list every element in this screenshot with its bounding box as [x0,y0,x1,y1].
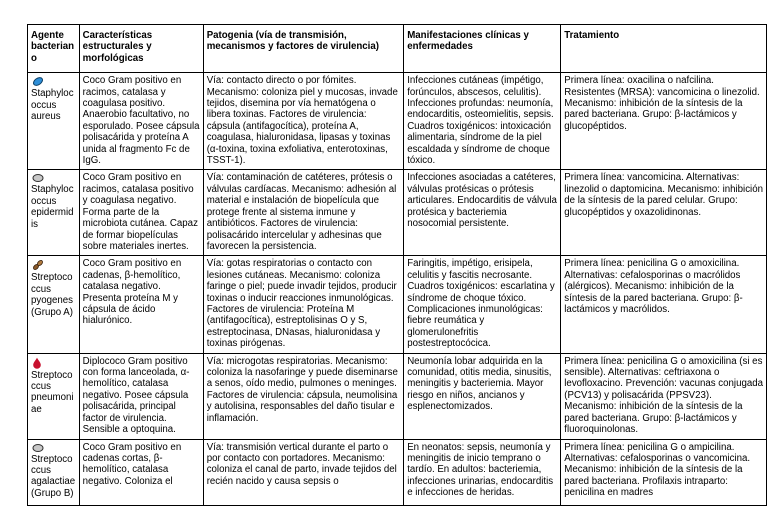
table-header-row [28,25,767,73]
morphology-cell: Diplococo Gram positivo con forma lanceolada, α-hemolítico, catalasa negativo. Posee cápsula polisacárida, principal factor de virulencia. Sensible a optoquina. [79,353,203,439]
treatment-cell: Primera línea: penicilina G o ampicilina. Alternativas: cefalosporinas o vancomicina. Mecanismo: inhibición de la síntesis de la pared bacteriana. Profilaxis intraparto: penicilina en madres [561,439,767,505]
pathogenesis-cell: Vía: contaminación de catéteres, prótesis o válvulas cardíacas. Mecanismo: adhesión al material e instalación de biopelícula que protege frente al sistema inmune y antibióticos. Factores de virulencia: polisacárido intercelular y adhesinas que favorecen la persistencia. [203,170,404,256]
pathogenesis-cell: Vía: contacto directo o por fómites. Mecanismo: coloniza piel y mucosas, invade tejidos, disemina por vía hematógena o libera toxinas. Factores de virulencia: cápsula (antifagocítica), proteína A, coagulasa, hialuronidasa, lipasas y toxinas (α-toxina, toxina exfoliativa, enterotoxinas, TSST-1). [203,73,404,170]
morphology-cell: Coco Gram positivo en cadenas cortas, β-hemolítico, catalasa negativo. Coloniza el [79,439,203,505]
treatment-cell: Primera línea: penicilina G o amoxicilina (si es sensible). Alternativas: ceftriaxona o levofloxacino. Prevención: vacunas conjugada (PCV13) y polisacárida (PPSV23). Mecanismo: inhibición de la síntesis de la pared bacteriana. Grupo: β-lactámicos y fluoroquinolonas. [561,353,767,439]
manifestations-cell: En neonatos: sepsis, neumonía y meningitis de inicio temprano o tardío. En adultos: bacteriemia, infecciones urinarias, endocarditis e infecciones de heridas. [404,439,561,505]
agent-name: Staphylococcus epidermidis [31,184,74,230]
brown-chain-bacterium-icon [32,259,44,271]
blue-capsule-bacterium-icon [32,76,44,87]
header-agent: Agente bacteriano [28,25,80,73]
table-row [28,439,767,505]
table-row [28,170,767,256]
agent-name: Staphylococcus aureus [31,88,74,123]
header-pathogenesis: Patogenia (vía de transmisión, mecanismos y factores de virulencia) [203,25,404,73]
morphology-cell: Coco Gram positivo en racimos, catalasa positivo y coagulasa negativo. Forma parte de la microbiota cutánea. Capaz de formar biopelículas sobre materiales inertes. [79,170,203,256]
agent-cell [28,256,80,353]
table-row [28,73,767,170]
treatment-cell: Primera línea: penicilina G o amoxicilina. Alternativas: cefalosporinas o macrólidos (alérgicos). Mecanismo: inhibición de la síntesis de la pared bacteriana. Grupo: β-lactámicos y macrólidos. [561,256,767,353]
agent-cell [28,170,80,256]
gray-oval-bacterium-icon [32,443,44,453]
table-row [28,353,767,439]
agent-cell [28,353,80,439]
red-drop-bacterium-icon [32,357,42,369]
agent-name: Streptococcus pneumoniae [31,369,74,415]
header-treatment: Tratamiento [561,25,767,73]
bacteria-table [27,24,767,506]
agent-cell [28,439,80,505]
table-row [28,256,767,353]
manifestations-cell: Infecciones cutáneas (impétigo, forúnculos, abscesos, celulitis). Infecciones profundas: neumonía, endocarditis, osteomielitis, sepsis. Cuadros toxigénicos: intoxicación alimentaria, síndrome de la piel escaldada y síndrome de choque tóxico. [404,73,561,170]
treatment-cell: Primera línea: vancomicina. Alternativas: linezolid o daptomicina. Mecanismo: inhibición de la síntesis de la pared celular. Grupo: glucopéptidos y oxazolidinonas. [561,170,767,256]
treatment-cell: Primera línea: oxacilina o nafcilina. Resistentes (MRSA): vancomicina o linezolid. Mecanismo: inhibición de la síntesis de la pared bacteriana. Grupo: β-lactámicos y glucopéptidos. [561,73,767,170]
agent-name: Streptococcus pyogenes (Grupo A) [31,272,74,318]
morphology-cell: Coco Gram positivo en racimos, catalasa y coagulasa positivo. Anaerobio facultativo, no esporulado. Posee cápsula polisacárida y proteína A unida al fragmento Fc de IgG. [79,73,203,170]
pathogenesis-cell: Vía: transmisión vertical durante el parto o por contacto con portadores. Mecanismo: coloniza el canal de parto, invade tejidos del recién nacido y causa sepsis o [203,439,404,505]
manifestations-cell: Neumonía lobar adquirida en la comunidad, otitis media, sinusitis, meningitis y bacteriemia. Mayor riesgo en niños, ancianos y esplenectomizados. [404,353,561,439]
pathogenesis-cell: Vía: microgotas respiratorias. Mecanismo: coloniza la nasofaringe y puede diseminarse a senos, oído medio, pulmones o meninges. Factores de virulencia: cápsula, neumolisina y autolisina, responsables del daño tisular e inflamación. [203,353,404,439]
header-manifestations: Manifestaciones clínicas y enfermedades [404,25,561,73]
header-morphology: Características estructurales y morfológicas [79,25,203,73]
manifestations-cell: Faringitis, impétigo, erisipela, celulitis y fascitis necrosante. Cuadros toxigénicos: escarlatina y síndrome de choque tóxico. Complicaciones inmunológicas: fiebre reumática y glomerulonefritis postestreptocócica. [404,256,561,353]
pathogenesis-cell: Vía: gotas respiratorias o contacto con lesiones cutáneas. Mecanismo: coloniza faringe o piel; puede invadir tejidos, producir toxinas o inducir reacciones inmunológicas. Factores de virulencia: Proteína M (antifagocítica), estreptolisinas O y S, estreptocinasa, DNasas, hialuronidasa y toxinas pirógenas. [203,256,404,353]
agent-name: Streptococcus agalactiae (Grupo B) [31,453,76,499]
morphology-cell: Coco Gram positivo en cadenas, β-hemolítico, catalasa negativo. Presenta proteína M y cápsula de ácido hialurónico. [79,256,203,353]
gray-oval-bacterium-icon [32,173,44,183]
manifestations-cell: Infecciones asociadas a catéteres, válvulas protésicas o prótesis articulares. Endocarditis de válvula protésica y bacteriemia nosocomial persistente. [404,170,561,256]
agent-cell [28,73,80,170]
